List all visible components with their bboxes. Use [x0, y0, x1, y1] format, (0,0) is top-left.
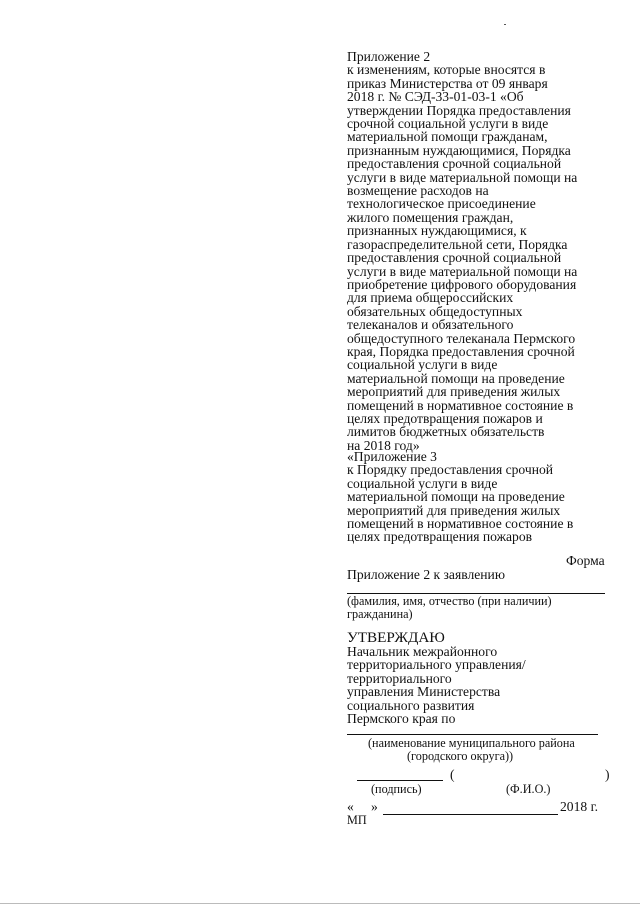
header-line: для приема общероссийских — [347, 290, 514, 306]
header-line: материальной помощи на проведение — [347, 370, 565, 386]
date-year: 2018 г. — [560, 799, 599, 814]
approve-title: УТВЕРЖДАЮ — [347, 629, 445, 646]
appendix3-line: социальной услуги в виде — [347, 475, 498, 491]
form-label: Форма — [566, 553, 605, 568]
citizen-caption: (фамилия, имя, отчество (при наличии) — [347, 594, 552, 608]
header-line: жилого помещения граждан, — [347, 209, 514, 225]
citizen-caption: гражданина) — [347, 607, 413, 621]
header-line: мероприятий для приведения жилых — [347, 384, 561, 400]
header-line: телеканалов и обязательного — [347, 317, 514, 333]
signature-line — [357, 780, 443, 781]
approver-block — [347, 645, 609, 725]
header-line: услуги в виде материальной помощи на — [347, 263, 578, 279]
header-line: лимитов бюджетных обязательств — [347, 424, 545, 440]
header-line: края, Порядка предоставления срочной — [347, 343, 575, 359]
signature-caption: (подпись) — [371, 782, 422, 796]
header-line: на 2018 год» — [347, 437, 420, 453]
approver-line: социального развития — [347, 697, 475, 713]
header-line: целях предотвращения пожаров и — [347, 410, 543, 426]
approver-line: территориального — [347, 670, 452, 686]
appendix3-line: «Приложение 3 — [347, 449, 437, 464]
appendix3-line: материальной помощи на проведение — [347, 489, 565, 505]
header-line: помещений в нормативное состояние в — [347, 397, 574, 413]
appendix3-line: к Порядку предоставления срочной — [347, 462, 554, 478]
district-caption: (городского округа)) — [407, 749, 514, 763]
appendix-header-block — [347, 50, 609, 452]
date-quote-close: » — [371, 799, 378, 814]
header-line: к изменениям, которые вносятся в — [347, 62, 546, 78]
header-line: приобретение цифрового оборудования — [347, 276, 577, 292]
header-line: приказ Министерства от 09 января — [347, 75, 548, 91]
page-bottom-edge — [0, 903, 640, 904]
header-line: услуги в виде материальной помощи на — [347, 169, 578, 185]
scan-speck — [504, 24, 506, 25]
header-line: обязательных общедоступных — [347, 303, 523, 319]
header-line: признанных нуждающимися, к — [347, 223, 527, 239]
header-line: социальной услуги в виде — [347, 357, 498, 373]
header-line: утверждении Порядка предоставления — [347, 102, 571, 118]
fio-open-paren: ( — [450, 767, 455, 782]
fio-caption: (Ф.И.О.) — [506, 782, 551, 796]
header-line: технологическое присоединение — [347, 196, 536, 212]
header-line: предоставления срочной социальной — [347, 250, 562, 266]
appendix3-line: целях предотвращения пожаров — [347, 529, 533, 545]
date-line — [383, 814, 558, 815]
approver-line: управления Министерства — [347, 684, 501, 700]
header-line: возмещение расходов на — [347, 183, 489, 199]
header-line: общедоступного телеканала Пермского — [347, 330, 576, 346]
header-line: материальной помощи гражданам, — [347, 129, 548, 145]
district-caption: (наименование муниципального района — [368, 736, 575, 750]
approver-line: Начальник межрайонного — [347, 644, 498, 659]
approver-line: территориального управления/ — [347, 657, 526, 673]
header-line: срочной социальной услуги в виде — [347, 116, 549, 132]
seal-label: МП — [347, 813, 367, 827]
fio-close-paren: ) — [605, 767, 610, 782]
appendix3-line: помещений в нормативное состояние в — [347, 516, 574, 532]
statement-label: Приложение 2 к заявлению — [347, 567, 505, 582]
header-line: 2018 г. № СЭД-33-01-03-1 «Об — [347, 89, 524, 105]
header-line: предоставления срочной социальной — [347, 156, 562, 172]
header-line: газораспределительной сети, Порядка — [347, 236, 568, 252]
header-line: признанным нуждающимися, Порядка — [347, 142, 571, 158]
appendix3-block — [347, 450, 609, 544]
date-quote-open: « — [347, 799, 354, 814]
district-line — [347, 734, 598, 735]
appendix3-line: мероприятий для приведения жилых — [347, 502, 561, 518]
approver-line: Пермского края по — [347, 711, 456, 727]
header-line: Приложение 2 — [347, 49, 431, 64]
